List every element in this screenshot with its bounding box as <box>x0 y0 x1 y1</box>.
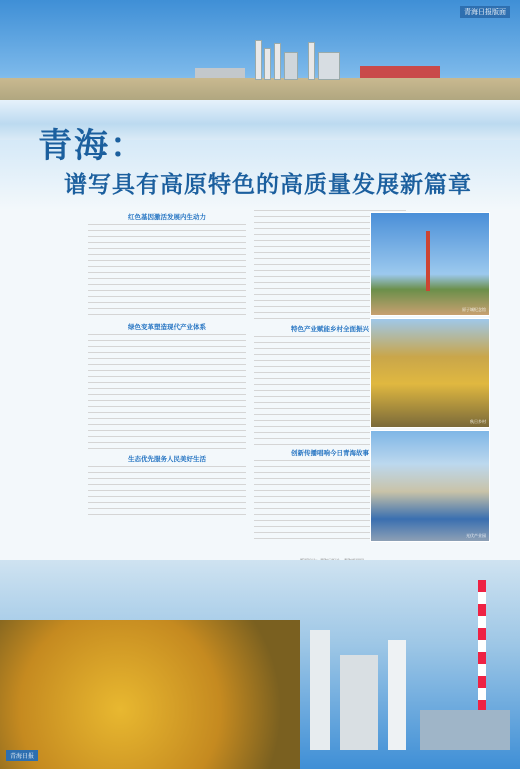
text-block <box>88 466 246 518</box>
chimney <box>264 48 271 80</box>
headline-main: 青海： <box>38 126 146 166</box>
photo-solar-park <box>370 430 490 542</box>
chimney <box>274 43 281 80</box>
bottom-illustration <box>0 560 520 769</box>
factory-block <box>420 710 510 750</box>
red-roof-building <box>360 66 440 78</box>
industrial-tower <box>340 655 378 750</box>
section-heading: 特色产业赋能乡村全面振兴 <box>291 325 369 333</box>
factory-block <box>195 68 245 78</box>
factory-block <box>284 52 298 80</box>
chimney <box>255 40 262 80</box>
section-heading: 生态优先服务人民美好生活 <box>128 455 206 463</box>
section-heading: 绿色变革塑造现代产业体系 <box>128 323 206 331</box>
text-block <box>88 334 246 452</box>
hero-banner <box>0 0 520 210</box>
text-block <box>88 224 246 320</box>
article-left-column <box>88 210 246 518</box>
photo-caption: 秋日乡村 <box>470 419 486 424</box>
chimney <box>308 42 315 80</box>
golden-field <box>0 620 300 769</box>
photo-caption: 光伏产业园 <box>466 533 486 538</box>
headline-sub: 谱写具有高原特色的高质量发展新篇章 <box>64 171 472 198</box>
bottom-corner-label: 青海日报 <box>6 750 38 761</box>
photo-monument <box>370 212 490 316</box>
monument <box>426 231 430 291</box>
section-heading: 创新传播唱响今日青海故事 <box>291 449 369 457</box>
photo-caption: 原子城纪念馆 <box>462 307 486 312</box>
section-heading: 红色基因激活发展内生动力 <box>128 213 206 221</box>
industrial-tower <box>310 630 330 750</box>
corner-badge: 青海日报版面 <box>460 6 510 18</box>
photo-autumn-village <box>370 318 490 428</box>
industrial-tower <box>388 640 406 750</box>
factory-block <box>318 52 340 80</box>
